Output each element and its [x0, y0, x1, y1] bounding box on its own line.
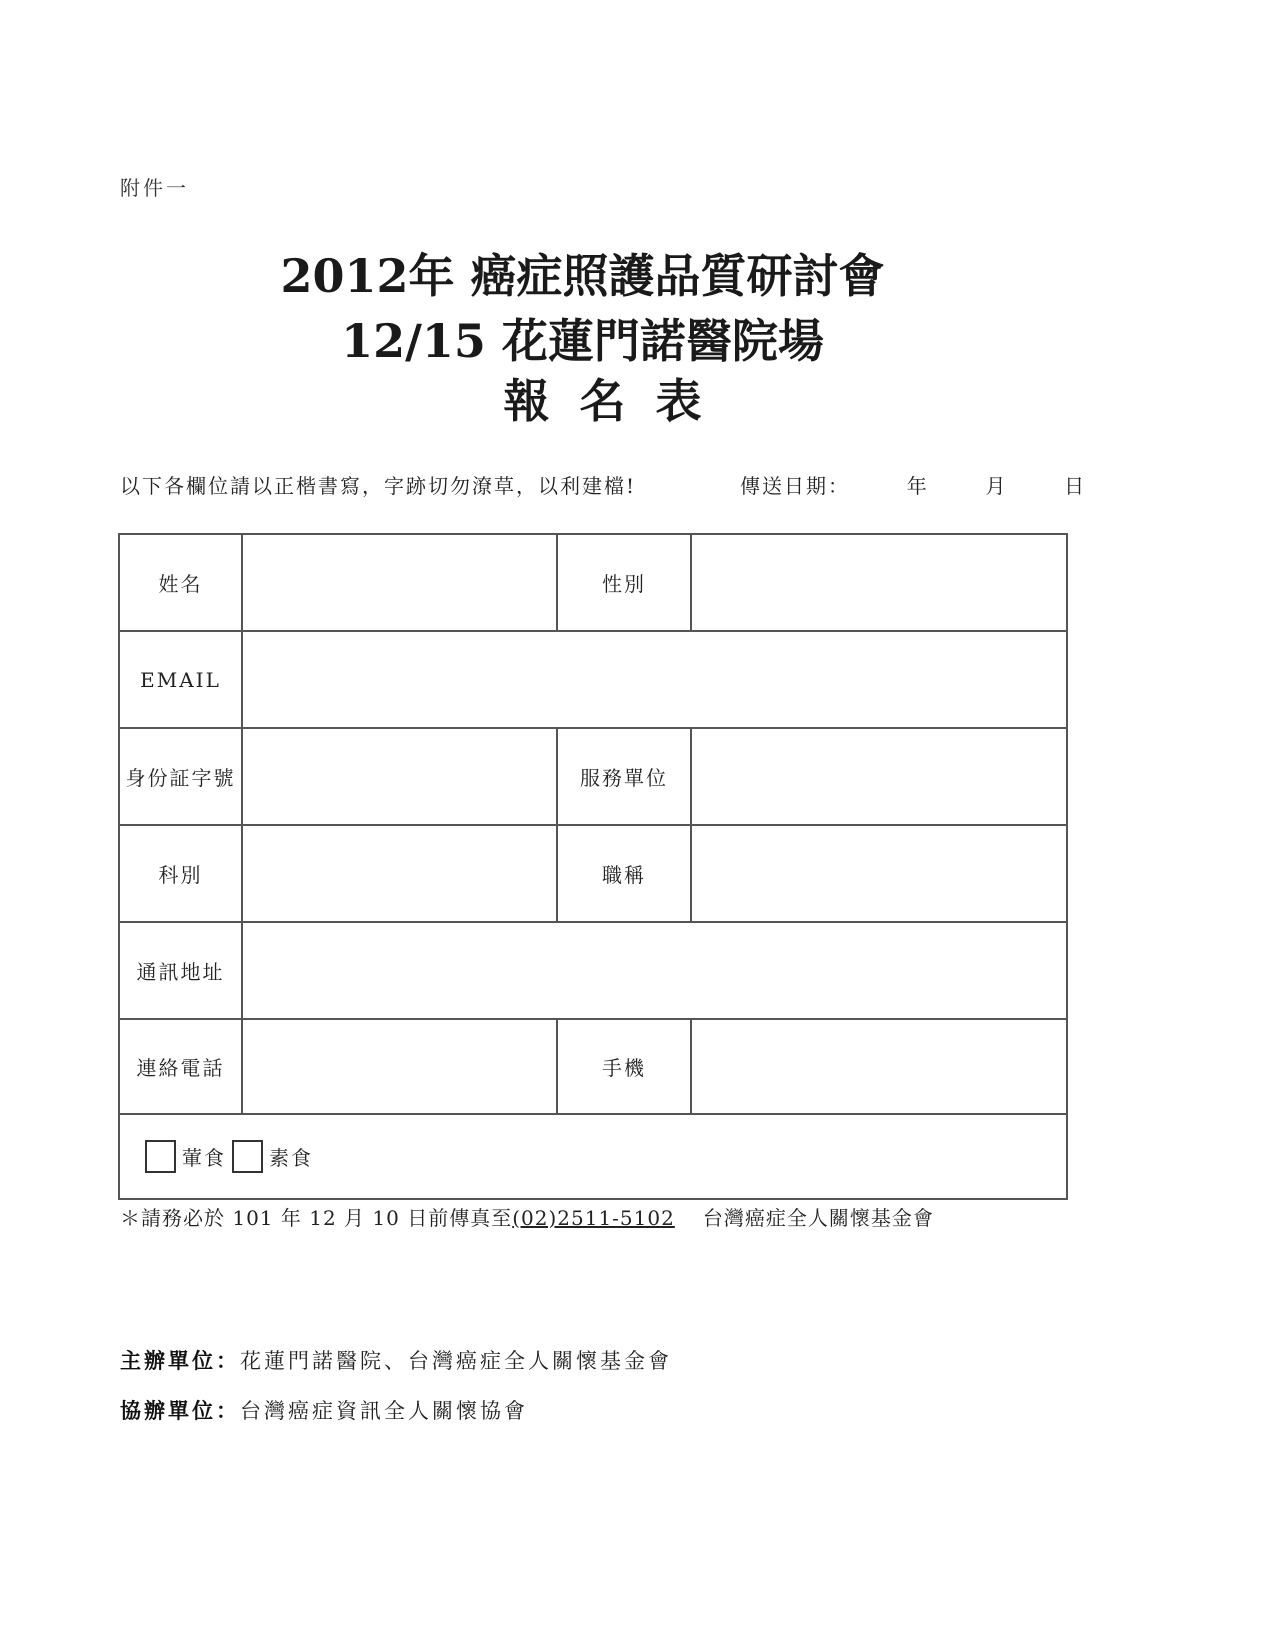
job-title-field[interactable]	[691, 825, 1067, 922]
department-field[interactable]	[242, 825, 557, 922]
table-row	[119, 1114, 1067, 1199]
id-number-field[interactable]	[242, 728, 557, 825]
organization-label: 服務單位	[557, 728, 691, 825]
deadline-note	[120, 1202, 934, 1231]
send-date-year: 年	[906, 474, 929, 498]
gender-field[interactable]	[691, 534, 1067, 631]
send-date-label: 傳送日期：	[740, 474, 850, 498]
meat-label: 葷食	[182, 1146, 226, 1170]
department-label: 科別	[119, 825, 242, 922]
mobile-label: 手機	[557, 1019, 691, 1114]
form-title: 報名表	[503, 374, 732, 428]
table-row	[119, 825, 1067, 922]
table-row	[119, 922, 1067, 1019]
vegetarian-checkbox[interactable]	[232, 1140, 263, 1173]
deadline-text: ＊請務必於 101 年 12 月 10 日前傳真至	[120, 1206, 513, 1230]
page-title: 2012年 癌症照護品質研討會	[280, 249, 885, 303]
co-organizer	[120, 1395, 528, 1425]
host-value: 花蓮門諾醫院、台灣癌症全人關懷基金會	[240, 1349, 672, 1373]
table-row	[119, 631, 1067, 728]
send-date-month: 月	[985, 474, 1008, 498]
email-label: EMAIL	[119, 631, 242, 728]
gender-label: 性別	[557, 534, 691, 631]
phone-field[interactable]	[242, 1019, 557, 1114]
mobile-field[interactable]	[691, 1019, 1067, 1114]
table-row	[119, 728, 1067, 825]
host-organizer	[120, 1345, 672, 1375]
name-label: 姓名	[119, 534, 242, 631]
table-row	[119, 534, 1067, 631]
vegetarian-label: 素食	[269, 1146, 313, 1170]
fax-organization: 台灣癌症全人關懷基金會	[702, 1206, 934, 1230]
co-organizer-label: 協辦單位：	[120, 1398, 240, 1423]
job-title-label: 職稱	[557, 825, 691, 922]
organization-field[interactable]	[691, 728, 1067, 825]
instruction-text: 以下各欄位請以正楷書寫，字跡切勿潦草，以利建檔!	[120, 474, 637, 498]
send-date	[740, 470, 1086, 499]
id-number-label: 身份証字號	[119, 728, 242, 825]
attachment-label: 附件一	[120, 176, 189, 200]
fax-number: (02)2511-5102	[512, 1206, 675, 1230]
email-field[interactable]	[242, 631, 1067, 728]
table-row	[119, 1019, 1067, 1114]
phone-label: 連絡電話	[119, 1019, 242, 1114]
address-label: 通訊地址	[119, 922, 242, 1019]
address-field[interactable]	[242, 922, 1067, 1019]
name-field[interactable]	[242, 534, 557, 631]
page-subtitle: 12/15 花蓮門諾醫院場	[341, 314, 824, 368]
send-date-day: 日	[1064, 474, 1087, 498]
meat-checkbox[interactable]	[145, 1140, 176, 1173]
meal-choice	[119, 1114, 1067, 1199]
host-label: 主辦單位：	[120, 1348, 240, 1373]
co-organizer-value: 台灣癌症資訊全人關懷協會	[240, 1399, 528, 1423]
registration-table	[118, 533, 1068, 1200]
